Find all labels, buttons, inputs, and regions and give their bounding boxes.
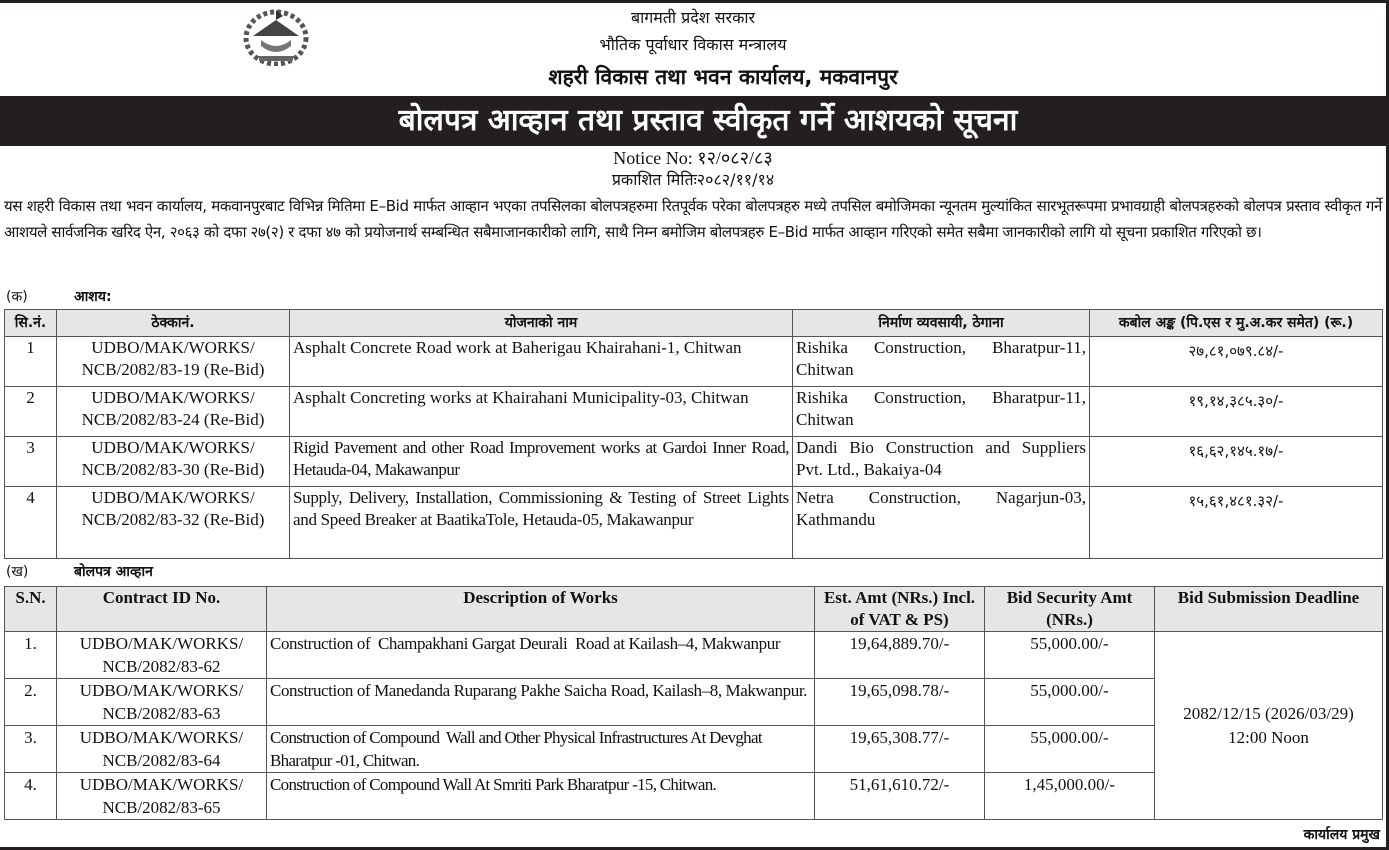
col-bid-security: Bid Security Amt (NRs.) bbox=[985, 587, 1155, 632]
contract-line-1: UDBO/MAK/WORKS/ bbox=[79, 681, 244, 700]
notice-number: Notice No: १२/०८२/८३ bbox=[613, 148, 773, 168]
row-description: Construction of Champakhani Gargat Deurali Road at Kailash–4, Makwanpur bbox=[267, 632, 815, 679]
intent-table-header bbox=[5, 310, 1383, 337]
contract-line-2: NCB/2082/83-24 (Re-Bid) bbox=[81, 410, 265, 429]
contract-line-2: NCB/2082/83-30 (Re-Bid) bbox=[81, 460, 265, 479]
row-est-amount: 19,65,308.77/- bbox=[815, 726, 985, 773]
row-contract-id bbox=[57, 773, 267, 820]
section-a-label bbox=[6, 287, 112, 306]
col-contractor: निर्माण व्यवसायी, ठेगाना bbox=[793, 310, 1090, 337]
row-bid-security: 55,000.00/- bbox=[985, 632, 1155, 679]
row-amount: १५,६१,४८१.३२/- bbox=[1090, 487, 1383, 559]
contract-line-1: UDBO/MAK/WORKS/ bbox=[91, 388, 255, 407]
row-sn: 4. bbox=[5, 773, 57, 820]
row-contract-id bbox=[57, 632, 267, 679]
header-province: बागमती प्रदेश सरकार bbox=[630, 8, 756, 27]
row-contract-no bbox=[57, 337, 290, 387]
col-est-amount: Est. Amt (NRs.) Incl. of VAT & PS) bbox=[815, 587, 985, 632]
row-sn: 4 bbox=[5, 487, 57, 559]
row-sn: 2 bbox=[5, 387, 57, 437]
bid-invitation-table bbox=[4, 586, 1383, 820]
intent-table bbox=[4, 309, 1383, 559]
row-contract-no bbox=[57, 487, 290, 559]
col-sn: S.N. bbox=[5, 587, 57, 632]
contract-line-2: NCB/2082/83-32 (Re-Bid) bbox=[81, 510, 265, 529]
contract-line-1: UDBO/MAK/WORKS/ bbox=[79, 775, 244, 794]
table-row bbox=[5, 337, 1383, 387]
section-a-title: आशय: bbox=[74, 289, 112, 305]
contract-line-2: NCB/2082/83-19 (Re-Bid) bbox=[81, 360, 265, 379]
contract-line-2: NCB/2082/83-62 bbox=[102, 657, 221, 676]
row-description: Construction of Compound Wall At Smriti Park Bharatpur -15, Chitwan. bbox=[267, 773, 815, 820]
bid-table-header bbox=[5, 587, 1383, 632]
row-est-amount: 19,64,889.70/- bbox=[815, 632, 985, 679]
table-row bbox=[5, 387, 1383, 437]
contract-line-1: UDBO/MAK/WORKS/ bbox=[91, 438, 255, 457]
table-row bbox=[5, 632, 1383, 679]
header-ministry: भौतिक पूर्वाधार विकास मन्त्रालय bbox=[599, 35, 787, 54]
section-a-tag: (क) bbox=[6, 289, 28, 305]
contract-line-1: UDBO/MAK/WORKS/ bbox=[91, 338, 255, 357]
contract-line-1: UDBO/MAK/WORKS/ bbox=[91, 488, 255, 507]
bid-deadline bbox=[1155, 632, 1383, 820]
row-contract-no bbox=[57, 437, 290, 487]
col-project-name: योजनाको नाम bbox=[290, 310, 793, 337]
row-sn: 2. bbox=[5, 679, 57, 726]
row-sn: 3 bbox=[5, 437, 57, 487]
col-contract-no: ठेक्कानं. bbox=[57, 310, 290, 337]
row-bid-security: 55,000.00/- bbox=[985, 679, 1155, 726]
row-amount: २७,८१,०७९.८४/- bbox=[1090, 337, 1383, 387]
col-deadline: Bid Submission Deadline bbox=[1155, 587, 1383, 632]
col-sn: सि.नं. bbox=[5, 310, 57, 337]
table-row bbox=[5, 487, 1383, 559]
row-contractor: Netra Construction, Nagarjun-03, Kathmandu bbox=[793, 487, 1090, 559]
deadline-time: 12:00 Noon bbox=[1228, 727, 1309, 747]
row-bid-security: 55,000.00/- bbox=[985, 726, 1155, 773]
contract-line-2: NCB/2082/83-64 bbox=[102, 751, 221, 770]
contract-line-1: UDBO/MAK/WORKS/ bbox=[79, 728, 244, 747]
row-sn: 1 bbox=[5, 337, 57, 387]
row-project: Asphalt Concrete Road work at Baherigau Khairahani-1, Chitwan bbox=[290, 337, 793, 387]
col-description: Description of Works bbox=[267, 587, 815, 632]
contract-line-2: NCB/2082/83-65 bbox=[102, 798, 221, 817]
row-contract-id bbox=[57, 679, 267, 726]
row-project: Rigid Pavement and other Road Improvement works at Gardoi Inner Road, Hetauda-04, Makawanpur bbox=[290, 437, 793, 487]
row-sn: 1. bbox=[5, 632, 57, 679]
row-contractor: Rishika Construction, Bharatpur-11, Chitwan bbox=[793, 337, 1090, 387]
row-amount: १९,१४,३८५.३०/- bbox=[1090, 387, 1383, 437]
row-sn: 3. bbox=[5, 726, 57, 773]
section-b-label bbox=[6, 562, 153, 581]
table-row bbox=[5, 437, 1383, 487]
contract-line-1: UDBO/MAK/WORKS/ bbox=[79, 634, 244, 653]
section-b-tag: (ख) bbox=[6, 564, 29, 580]
row-contractor: Rishika Construction, Bharatpur-11, Chitwan bbox=[793, 387, 1090, 437]
office-chief-signature: कार्यालय प्रमुख bbox=[1303, 827, 1380, 843]
header-office: शहरी विकास तथा भवन कार्यालय, मकवानपुर bbox=[548, 65, 898, 89]
notice-title-banner: बोलपत्र आव्हान तथा प्रस्ताव स्वीकृत गर्ने आशयको सूचना bbox=[0, 96, 1386, 146]
row-contractor: Dandi Bio Construction and Suppliers Pvt. Ltd., Bakaiya-04 bbox=[793, 437, 1090, 487]
row-est-amount: 51,61,610.72/- bbox=[815, 773, 985, 820]
row-project: Supply, Delivery, Installation, Commissioning & Testing of Street Lights and Speed Breaker at BaatikaTole, Hetauda-05, Makawanpur bbox=[290, 487, 793, 559]
row-contract-id bbox=[57, 726, 267, 773]
row-project: Asphalt Concreting works at Khairahani Municipality-03, Chitwan bbox=[290, 387, 793, 437]
row-description: Construction of Manedanda Ruparang Pakhe Saicha Road, Kailash–8, Makwanpur. bbox=[267, 679, 815, 726]
deadline-date: 2082/12/15 (2026/03/29) bbox=[1183, 703, 1354, 723]
section-b-title: बोलपत्र आव्हान bbox=[74, 564, 153, 580]
contract-line-2: NCB/2082/83-63 bbox=[102, 704, 221, 723]
published-date: प्रकाशित मितिः२०८२/११/१४ bbox=[611, 170, 775, 189]
notice-page bbox=[0, 3, 1386, 847]
row-amount: १६,६२,१४५.१७/- bbox=[1090, 437, 1383, 487]
row-contract-no bbox=[57, 387, 290, 437]
col-bid-amount: कबोल अङ्क (पि.एस र मु.अ.कर समेत) (रू.) bbox=[1090, 310, 1383, 337]
intro-paragraph: यस शहरी विकास तथा भवन कार्यालय, मकवानपुरबाट विभिन्न मितिमा E–Bid मार्फत आव्हान भएका तपसिलका बोलपत्रहरुमा रितपूर्वक परेका बोलपत्रहरु मध्ये तपसिल बमोजिमका न्यूनतम मुल्यांकित सारभूतरूपमा प्रभावग्राही बोलपत्रहरुको बोलपत्र प्रस्ताव स्वीकृत गर्ने आशयले सार्वजनिक खरिद ऐन, २०६३ को दफा २७(२) र दफा ४७ को प्रयोजनार्थ सम्बन्धित सबैमाजानकारीको लागि, साथै निम्न बमोजिम बोलपत्रहरु E–Bid मार्फत आव्हान गरिएको समेत सबैमा जानकारीको लागि यो सूचना प्रकाशित गरिएको छ। bbox=[4, 197, 1382, 241]
row-est-amount: 19,65,098.78/- bbox=[815, 679, 985, 726]
row-description: Construction of Compound Wall and Other Physical Infrastructures At Devghat Bharatpur -01, Chitwan. bbox=[267, 726, 815, 773]
col-contract-id: Contract ID No. bbox=[57, 587, 267, 632]
row-bid-security: 1,45,000.00/- bbox=[985, 773, 1155, 820]
